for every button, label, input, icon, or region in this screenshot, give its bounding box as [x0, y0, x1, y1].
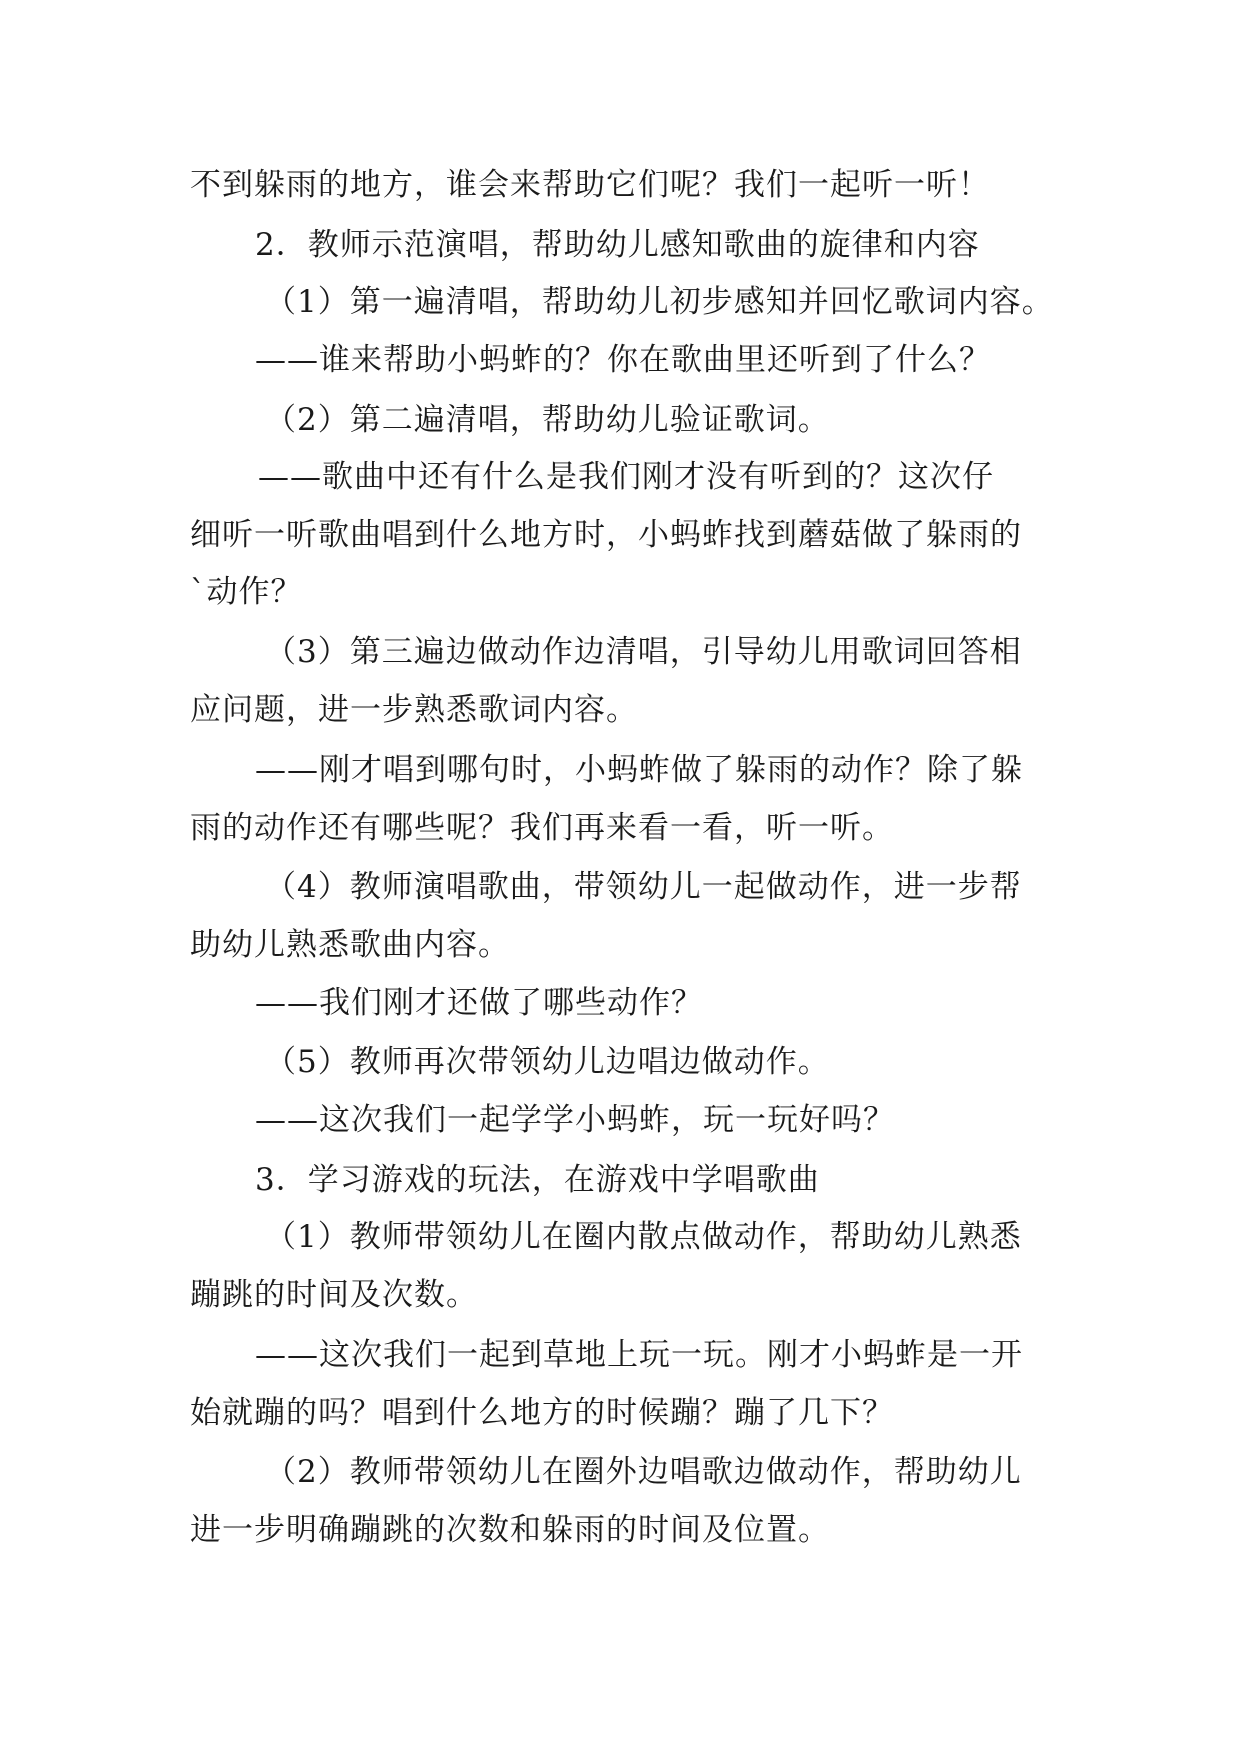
step-line: （4）教师演唱歌曲，带领幼儿一起做动作，进一步帮 — [265, 869, 1022, 905]
paragraph-line: 始就蹦的吗？唱到什么地方的时候蹦？蹦了几下？ — [190, 1395, 894, 1431]
paragraph-line: 雨的动作还有哪些呢？我们再来看一看，听一听。 — [190, 810, 894, 846]
section-heading: 2．教师示范演唱，帮助幼儿感知歌曲的旋律和内容 — [255, 227, 980, 263]
question-line: ——歌曲中还有什么是我们刚才没有听到的？这次仔 — [258, 459, 994, 495]
question-line: ——我们刚才还做了哪些动作？ — [255, 985, 703, 1021]
paragraph-line: 进一步明确蹦跳的次数和躲雨的时间及位置。 — [190, 1512, 830, 1548]
paragraph-line: `动作？ — [190, 574, 303, 610]
step-line: （2）教师带领幼儿在圈外边唱歌边做动作，帮助幼儿 — [265, 1454, 1022, 1490]
paragraph-line: 不到躲雨的地方，谁会来帮助它们呢？我们一起听一听！ — [190, 167, 990, 203]
paragraph-line: 蹦跳的时间及次数。 — [190, 1277, 478, 1313]
question-line: ——刚才唱到哪句时，小蚂蚱做了躲雨的动作？除了躲 — [255, 752, 1023, 788]
step-line: （5）教师再次带领幼儿边唱边做动作。 — [265, 1044, 830, 1080]
question-line: ——谁来帮助小蚂蚱的？你在歌曲里还听到了什么？ — [255, 342, 991, 378]
paragraph-line: 细听一听歌曲唱到什么地方时，小蚂蚱找到蘑菇做了躲雨的 — [190, 517, 1022, 553]
step-line: （3）第三遍边做动作边清唱，引导幼儿用歌词回答相 — [265, 634, 1022, 670]
step-line: （1）第一遍清唱，帮助幼儿初步感知并回忆歌词内容。 — [265, 284, 1054, 320]
paragraph-line: 应问题，进一步熟悉歌词内容。 — [190, 692, 638, 728]
step-line: （2）第二遍清唱，帮助幼儿验证歌词。 — [265, 402, 830, 438]
paragraph-line: 助幼儿熟悉歌曲内容。 — [190, 927, 510, 963]
question-line: ——这次我们一起学学小蚂蚱，玩一玩好吗？ — [255, 1102, 895, 1138]
section-heading: 3．学习游戏的玩法，在游戏中学唱歌曲 — [255, 1162, 820, 1198]
step-line: （1）教师带领幼儿在圈内散点做动作，帮助幼儿熟悉 — [265, 1219, 1022, 1255]
question-line: ——这次我们一起到草地上玩一玩。刚才小蚂蚱是一开 — [255, 1337, 1023, 1373]
